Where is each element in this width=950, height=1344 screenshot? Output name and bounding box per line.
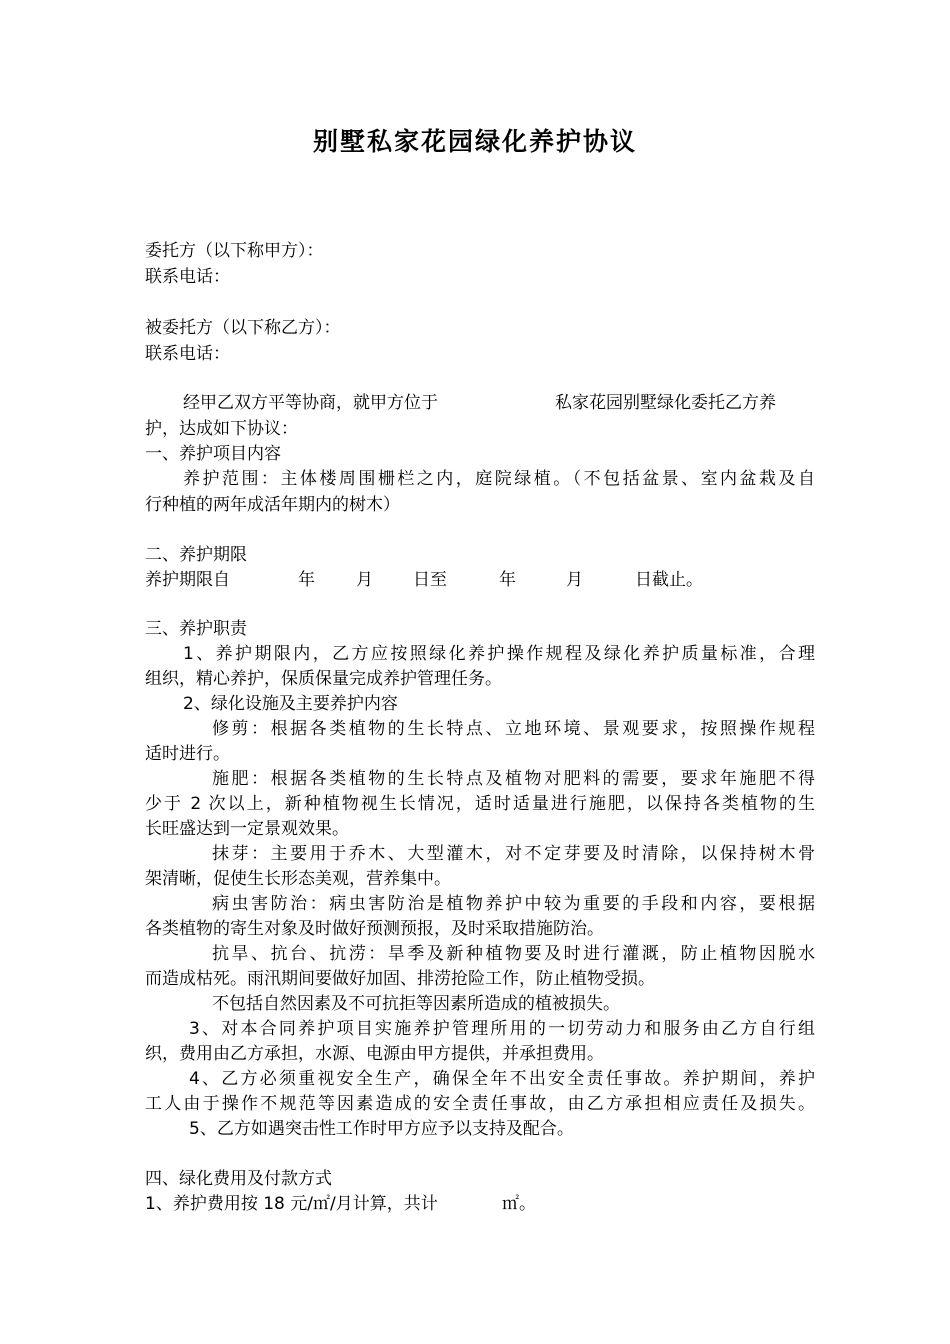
duty-1-line-2: 组织，精心养护，保质保量完成养护管理任务。 [145, 669, 502, 689]
term-month-2: 月 [566, 570, 583, 590]
fertilizing-line-2: 少于 2 次以上，新种植物视生长情况，适时适量进行施肥，以保持各类植物的生 [145, 794, 815, 814]
intro-part-1: 经甲乙双方平等协商，就甲方位于 [183, 393, 438, 413]
term-day-to: 日至 [413, 570, 447, 590]
party-a-label: 委托方（以下称甲方）： [145, 241, 324, 261]
fee-line [145, 1191, 815, 1217]
duty-2-heading: 2、绿化设施及主要养护内容 [183, 694, 398, 714]
term-day-end: 日截止。 [635, 570, 703, 590]
section-2-heading: 二、养护期限 [145, 545, 247, 565]
intro-line-2: 护，达成如下协议： [145, 419, 298, 439]
duty-3-line-1: 3、对本合同养护项目实施养护管理所用的一切劳动力和服务由乙方自行组 [189, 1019, 815, 1039]
term-from: 养护期限自 [145, 570, 230, 590]
term-month-1: 月 [356, 570, 373, 590]
fee-unit: ㎡。 [502, 1194, 536, 1214]
budding-line-2: 架清晰，促使生长形态美观，营养集中。 [145, 869, 451, 889]
term-year-2: 年 [499, 570, 516, 590]
drought-line-2: 而造成枯死。雨汛期间要做好加固、排涝抢险工作，防止植物受损。 [145, 969, 655, 989]
section-2-term-line [145, 567, 815, 593]
pest-control-line-1: 病虫害防治：病虫害防治是植物养护中较为重要的手段和内容，要根据 [212, 894, 815, 914]
section-3-heading: 三、养护职责 [145, 619, 247, 639]
duty-5-line: 5、乙方如遇突击性工作时甲方应予以支持及配合。 [189, 1119, 574, 1139]
duty-4-line-1: 4、乙方必须重视安全生产，确保全年不出安全责任事故。养护期间，养护 [189, 1069, 815, 1089]
intro-line-1 [145, 390, 815, 416]
intro-part-2: 私家花园别墅绿化委托乙方养 [555, 393, 776, 413]
duty-3-line-2: 织，费用由乙方承担，水源、电源由甲方提供，并承担费用。 [145, 1044, 604, 1064]
drought-line-1: 抗旱、抗台、抗涝：旱季及新种植物要及时进行灌溉，防止植物因脱水 [212, 944, 815, 964]
budding-line-1: 抹芽：主要用于乔木、大型灌木，对不定芽要及时清除，以保持树木骨 [212, 844, 815, 864]
duty-1-line-1: 1、养护期限内，乙方应按照绿化养护操作规程及绿化养护质量标准，合理 [183, 644, 815, 664]
fee-text: 1、养护费用按 18 元/㎡/月计算，共计 [145, 1194, 438, 1214]
party-a-phone: 联系电话： [145, 267, 230, 287]
pruning-line-1: 修剪：根据各类植物的生长特点、立地环境、景观要求，按照操作规程 [212, 719, 815, 739]
exclusion-line: 不包括自然因素及不可抗拒等因素所造成的植被损失。 [212, 994, 620, 1014]
section-1-scope-line-1: 养护范围：主体楼周围栅栏之内，庭院绿植。（不包括盆景、室内盆栽及自 [183, 469, 815, 489]
pest-control-line-2: 各类植物的寄生对象及时做好预测预报，及时采取措施防治。 [145, 919, 604, 939]
fertilizing-line-3: 长旺盛达到一定景观效果。 [145, 819, 349, 839]
duty-4-line-2: 工人由于操作不规范等因素造成的安全责任事故，由乙方承担相应责任及损失。 [145, 1094, 815, 1114]
pruning-line-2: 适时进行。 [145, 744, 230, 764]
term-year-1: 年 [298, 570, 315, 590]
section-1-scope-line-2: 行种植的两年成活年期内的树木） [145, 495, 400, 515]
fertilizing-line-1: 施肥：根据各类植物的生长特点及植物对肥料的需要，要求年施肥不得 [212, 769, 815, 789]
document-title: 别墅私家花园绿化养护协议 [312, 127, 637, 156]
section-4-heading: 四、绿化费用及付款方式 [145, 1169, 332, 1189]
party-b-phone: 联系电话： [145, 344, 230, 364]
party-b-label: 被委托方（以下称乙方）： [145, 318, 341, 338]
section-1-heading: 一、养护项目内容 [145, 444, 281, 464]
